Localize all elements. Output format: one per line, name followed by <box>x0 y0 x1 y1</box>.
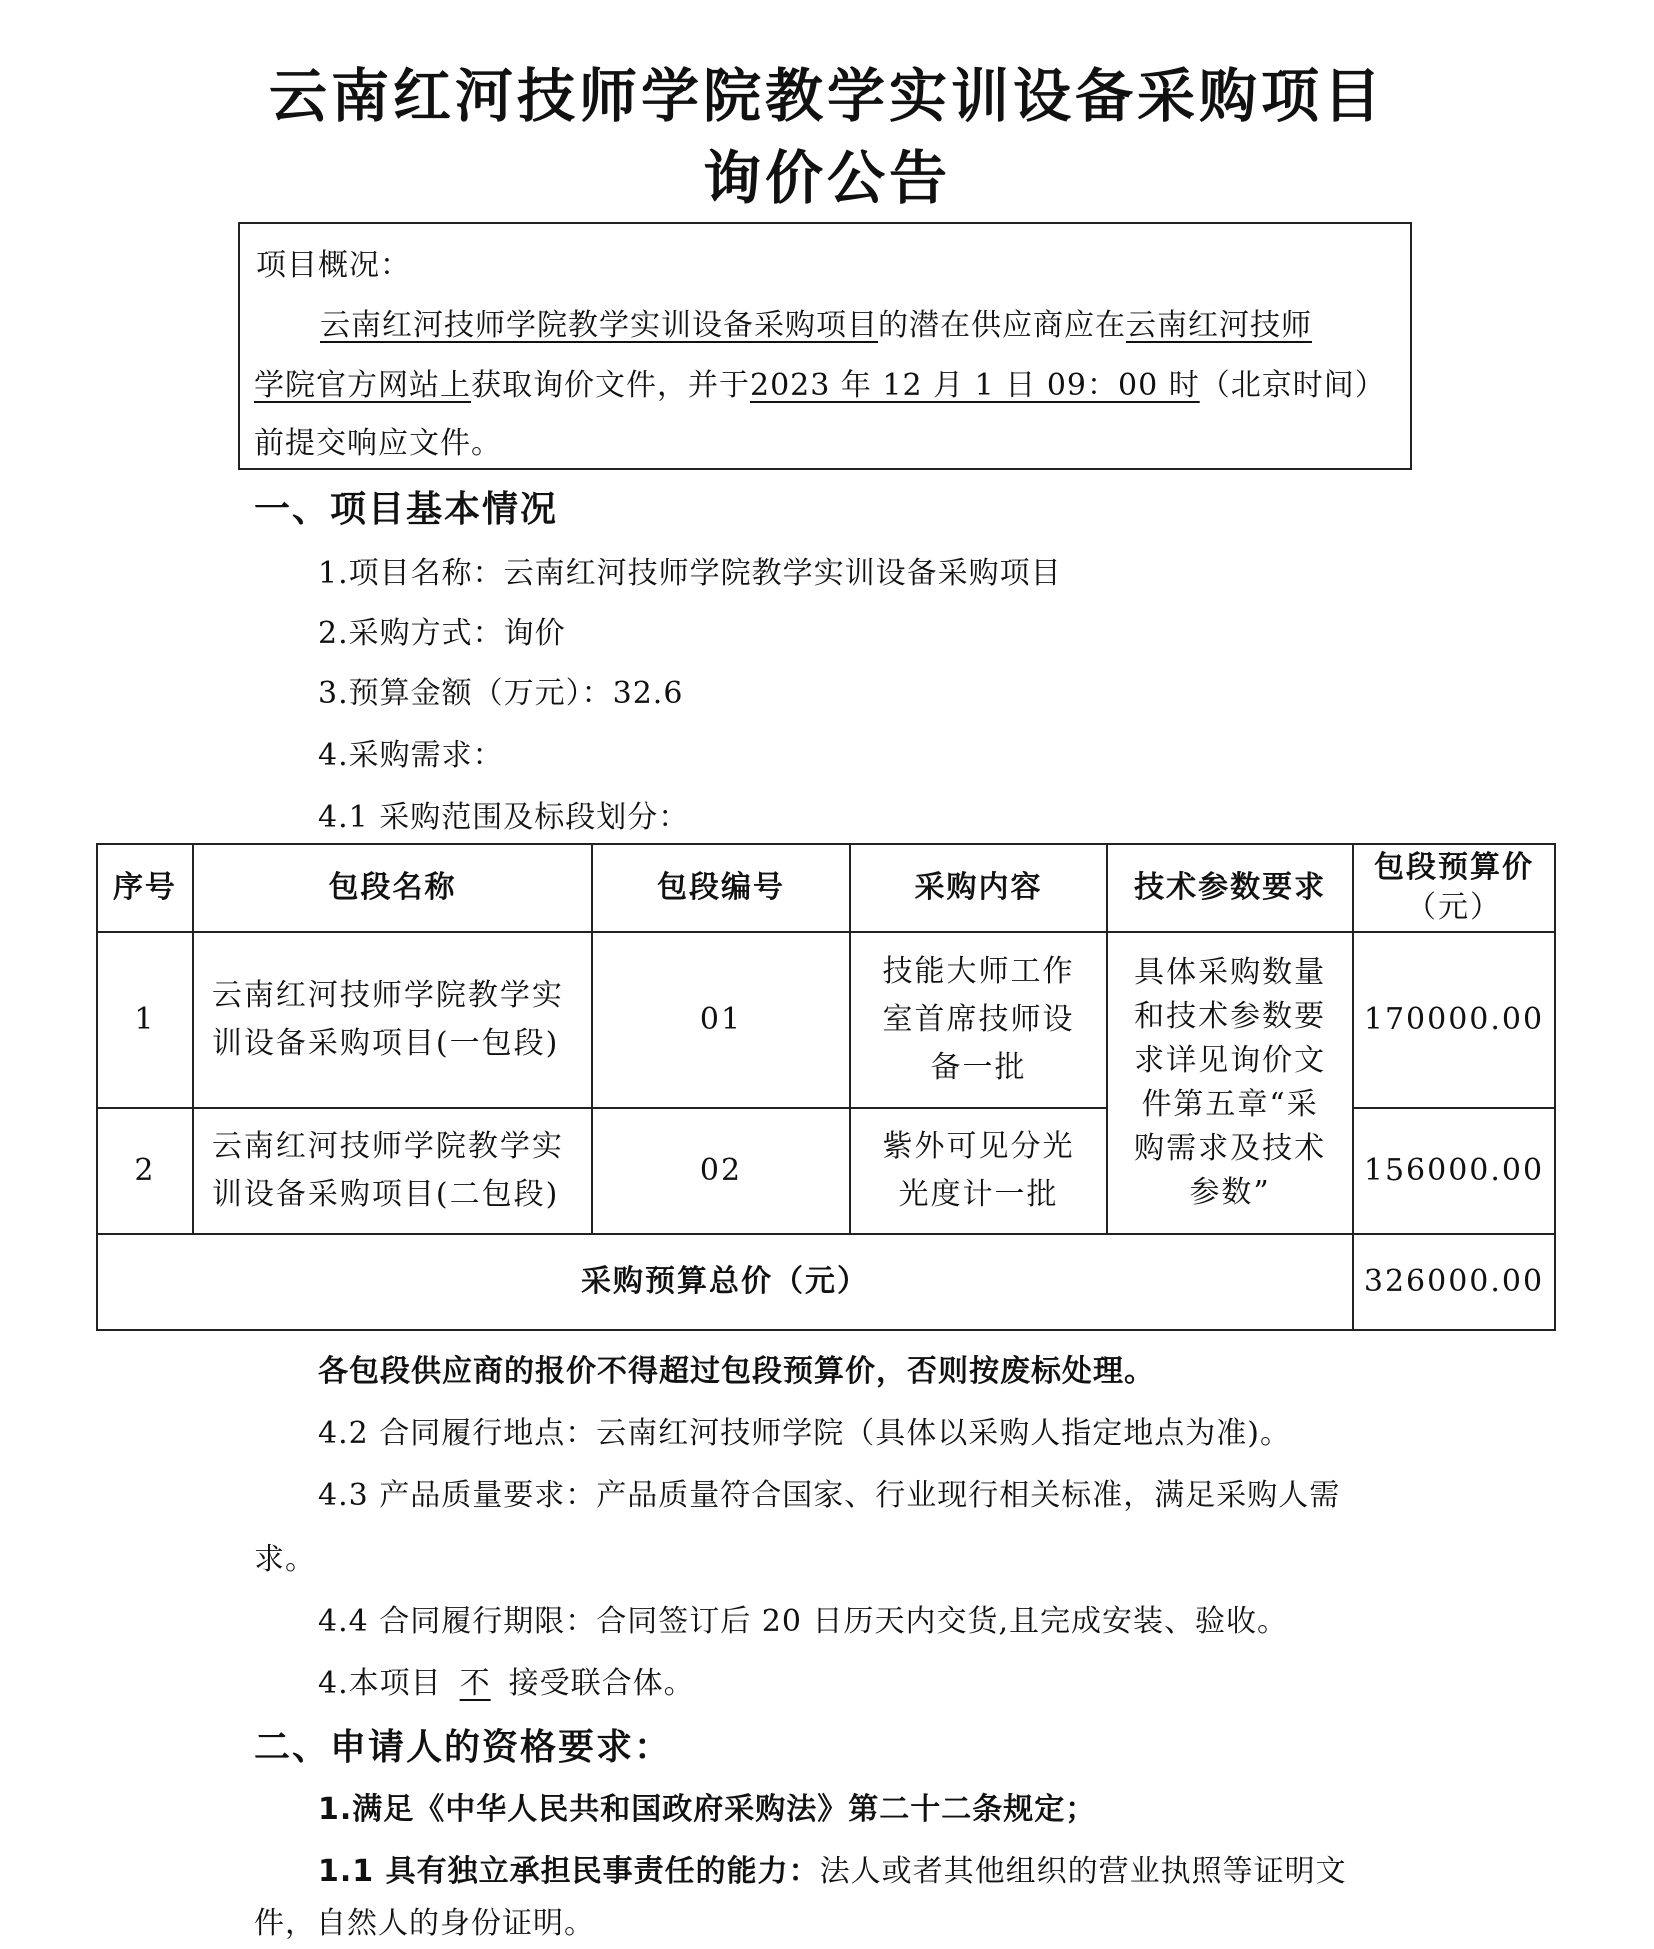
row1-name-l2: 训设备采购项目(一包段) <box>211 1026 560 1061</box>
tech-requirements <box>1107 932 1353 1234</box>
overview-location-a: 云南红河技师 <box>1126 308 1312 343</box>
table-total-row <box>97 1234 1555 1330</box>
overview-text-mid2: 获取询价文件，并于 <box>471 368 750 403</box>
item-4-5-b: 不 <box>459 1666 491 1701</box>
row2-no: 2 <box>97 1108 193 1234</box>
row2-content-l1: 紫外可见分光 <box>882 1129 1075 1164</box>
item-4-4: 4.4 合同履行期限：合同签订后 20 日历天内交货,且完成安装、验收。 <box>318 1604 1289 1639</box>
section2-item11-bold: 1.1 具有独立承担民事责任的能力： <box>318 1854 820 1889</box>
row1-content-l2: 室首席技师设 <box>882 1002 1075 1037</box>
row2-name <box>193 1108 592 1234</box>
row2-budget: 156000.00 <box>1353 1108 1555 1234</box>
tech-l6: 参数” <box>1189 1175 1271 1210</box>
row1-content-l3: 备一批 <box>930 1050 1027 1085</box>
section1-item41: 4.1 采购范围及标段划分： <box>318 800 690 835</box>
item-4-3-line2: 求。 <box>254 1542 316 1577</box>
overview-deadline: 2023 年 12 月 1 日 09：00 时 <box>750 368 1200 403</box>
quote-limit-note: 各包段供应商的报价不得超过包段预算价，否则按废标处理。 <box>318 1354 1155 1389</box>
document-title-line1: 云南红河技师学院教学实训设备采购项目 <box>268 62 1385 130</box>
item-4-3-line1: 4.3 产品质量要求：产品质量符合国家、行业现行相关标准，满足采购人需 <box>318 1478 1341 1513</box>
total-label: 采购预算总价（元） <box>97 1234 1353 1330</box>
overview-label: 项目概况： <box>256 248 411 283</box>
row1-name <box>193 932 592 1108</box>
item-4-5-a: 4.本项目 <box>318 1666 442 1701</box>
overview-location-b: 学院官方网站上 <box>254 368 471 403</box>
section2-heading: 二、申请人的资格要求： <box>254 1727 673 1768</box>
procurement-table <box>96 843 1556 1331</box>
section1-item2: 2.采购方式：询价 <box>318 616 566 651</box>
row2-name-l2: 训设备采购项目(二包段) <box>211 1177 560 1212</box>
project-overview-box <box>238 222 1412 470</box>
tech-l4: 件第五章“采 <box>1141 1087 1319 1122</box>
row1-name-l1: 云南红河技师学院教学实 <box>211 978 564 1013</box>
header-package-code: 包段编号 <box>592 844 850 932</box>
header-budget <box>1353 844 1555 932</box>
tech-l3: 求详见询价文 <box>1134 1043 1327 1078</box>
item-4-2: 4.2 合同履行地点：云南红河技师学院（具体以采购人指定地点为准)。 <box>318 1416 1291 1451</box>
overview-line1 <box>320 306 1312 346</box>
total-value: 326000.00 <box>1353 1234 1555 1330</box>
header-package-name: 包段名称 <box>193 844 592 932</box>
row2-code: 02 <box>592 1108 850 1234</box>
section2-item1: 1.满足《中华人民共和国政府采购法》第二十二条规定； <box>318 1792 1097 1827</box>
header-budget-l2: （元） <box>1405 890 1502 925</box>
row1-content-l1: 技能大师工作 <box>882 954 1075 989</box>
table-header-row <box>97 844 1555 932</box>
item-4-5 <box>318 1664 695 1704</box>
overview-line2 <box>254 366 1386 406</box>
row2-content <box>850 1108 1108 1234</box>
document-title-line2: 询价公告 <box>702 144 951 212</box>
section2-item11-line2: 件，自然人的身份证明。 <box>254 1906 595 1941</box>
row1-budget: 170000.00 <box>1353 932 1555 1108</box>
section1-item4: 4.采购需求： <box>318 738 504 773</box>
row2-name-l1: 云南红河技师学院教学实 <box>211 1129 564 1164</box>
header-no: 序号 <box>97 844 193 932</box>
section1-item3: 3.预算金额（万元）：32.6 <box>318 676 684 711</box>
overview-line3: 前提交响应文件。 <box>254 426 502 461</box>
tech-l5: 购需求及技术 <box>1134 1131 1327 1166</box>
overview-text-tail1: （北京时间） <box>1199 368 1386 403</box>
section1-heading: 一、项目基本情况 <box>254 489 559 530</box>
item-4-5-c: 接受联合体。 <box>508 1666 695 1701</box>
tech-l2: 和技术参数要 <box>1134 999 1327 1034</box>
section2-item11 <box>318 1852 1347 1892</box>
tech-l1: 具体采购数量 <box>1134 955 1327 990</box>
row1-code: 01 <box>592 932 850 1108</box>
row1-content <box>850 932 1108 1108</box>
row2-content-l2: 光度计一批 <box>898 1177 1059 1212</box>
table-row <box>97 932 1555 1108</box>
overview-project-name: 云南红河技师学院教学实训设备采购项目 <box>320 308 878 343</box>
header-tech: 技术参数要求 <box>1107 844 1353 932</box>
overview-text-mid1: 的潜在供应商应在 <box>878 308 1126 343</box>
header-budget-l1: 包段预算价 <box>1373 850 1534 885</box>
header-content: 采购内容 <box>850 844 1108 932</box>
section1-item1: 1.项目名称：云南红河技师学院教学实训设备采购项目 <box>318 556 1062 591</box>
section2-item11-rest: 法人或者其他组织的营业执照等证明文 <box>819 1854 1347 1889</box>
row1-no: 1 <box>97 932 193 1108</box>
